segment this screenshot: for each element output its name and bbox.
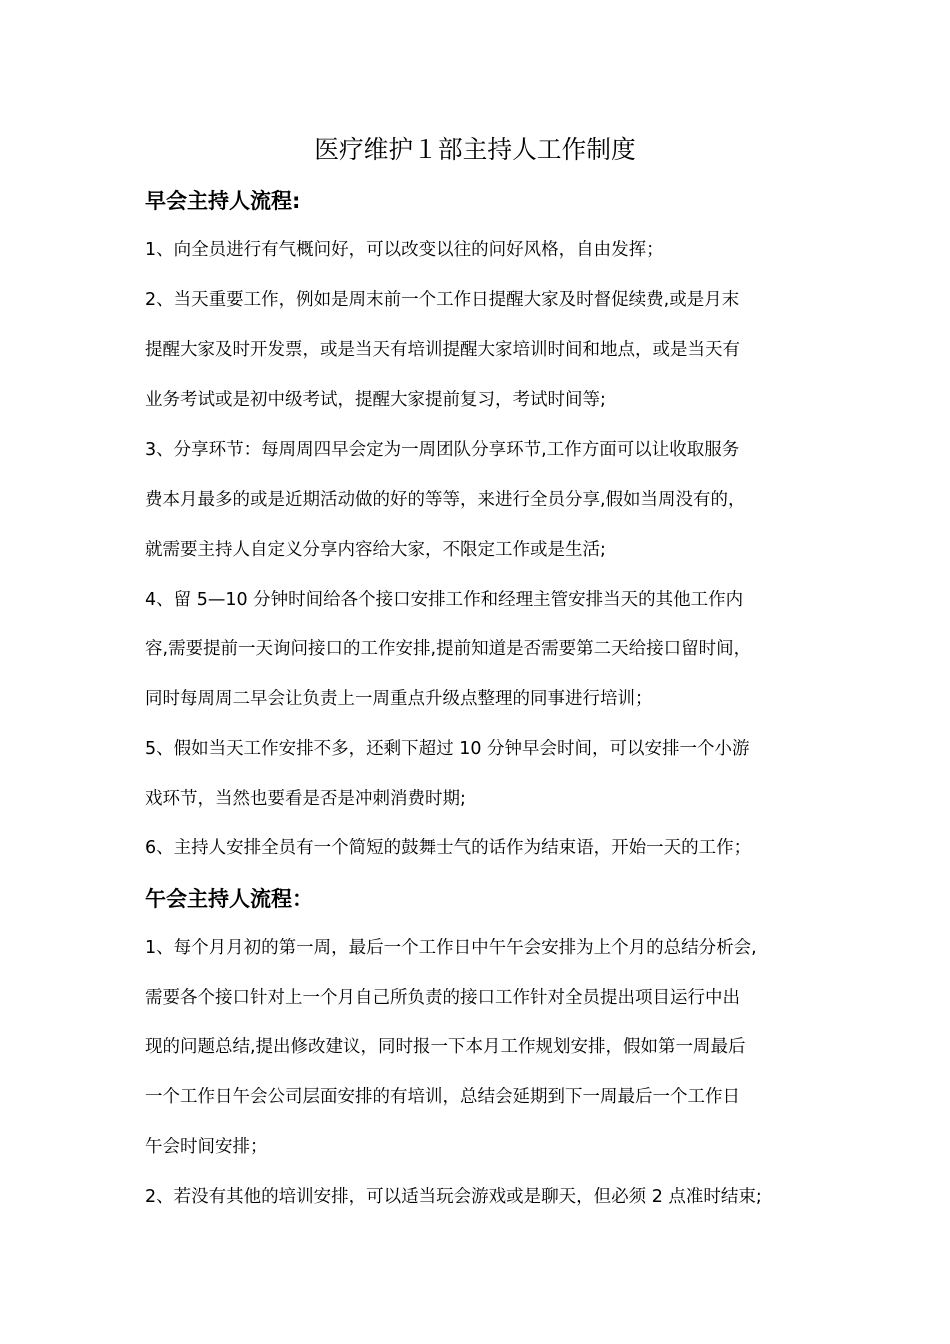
paragraph-line: 提醒大家及时开发票，或是当天有培训提醒大家培训时间和地点，或是当天有 [145,340,740,360]
document-title: 医疗维护１部主持人工作制度 [314,135,636,164]
paragraph-line: 同时每周周二早会让负责上一周重点升级点整理的同事进行培训； [145,689,653,709]
paragraph-line: 4、留 5—10 分钟时间给各个接口安排工作和经理主管安排当天的其他工作内 [145,590,744,610]
paragraph-line: 午会时间安排； [145,1137,268,1157]
paragraph-line: 1、每个月月初的第一周，最后一个工作日中午午会安排为上个月的总结分析会, [145,938,757,958]
paragraph-line: 1、向全员进行有气概问好，可以改变以往的问好风格，自由发挥； [145,240,664,260]
paragraph-line: 现的问题总结,提出修改建议，同时报一下本月工作规划安排，假如第一周最后 [145,1037,746,1057]
paragraph-line: 3、分享环节：每周周四早会定为一周团队分享环节,工作方面可以让收取服务 [145,440,740,460]
paragraph-line: 容,需要提前一天询问接口的工作安排,提前知道是否需要第二天给接口留时间， [145,639,752,659]
paragraph-line: 5、假如当天工作安排不多，还剩下超过 10 分钟早会时间，可以安排一个小游 [145,739,750,759]
paragraph-line: 2、若没有其他的培训安排，可以适当玩会游戏或是聊天，但必须 2 点准时结束; [145,1187,762,1207]
paragraph-line: 费本月最多的或是近期活动做的好的等等，来进行全员分享,假如当周没有的， [145,490,746,510]
section-heading-morning: 早会主持人流程: [145,189,301,213]
paragraph-line: 就需要主持人自定义分享内容给大家，不限定工作或是生活; [145,540,606,560]
paragraph-line: 2、当天重要工作，例如是周末前一个工作日提醒大家及时督促续费,或是月末 [145,290,740,310]
paragraph-line: 一个工作日午会公司层面安排的有培训，总结会延期到下一周最后一个工作日 [145,1087,740,1107]
paragraph-line: 业务考试或是初中级考试，提醒大家提前复习，考试时间等; [145,390,606,410]
section-heading-noon: 午会主持人流程： [145,887,313,911]
paragraph-line: 戏环节，当然也要看是否是冲刺消费时期; [145,789,466,809]
paragraph-line: 需要各个接口针对上一个月自己所负责的接口工作针对全员提出项目运行中出 [145,988,740,1008]
paragraph-line: 6、主持人安排全员有一个简短的鼓舞士气的话作为结束语，开始一天的工作； [145,838,752,858]
